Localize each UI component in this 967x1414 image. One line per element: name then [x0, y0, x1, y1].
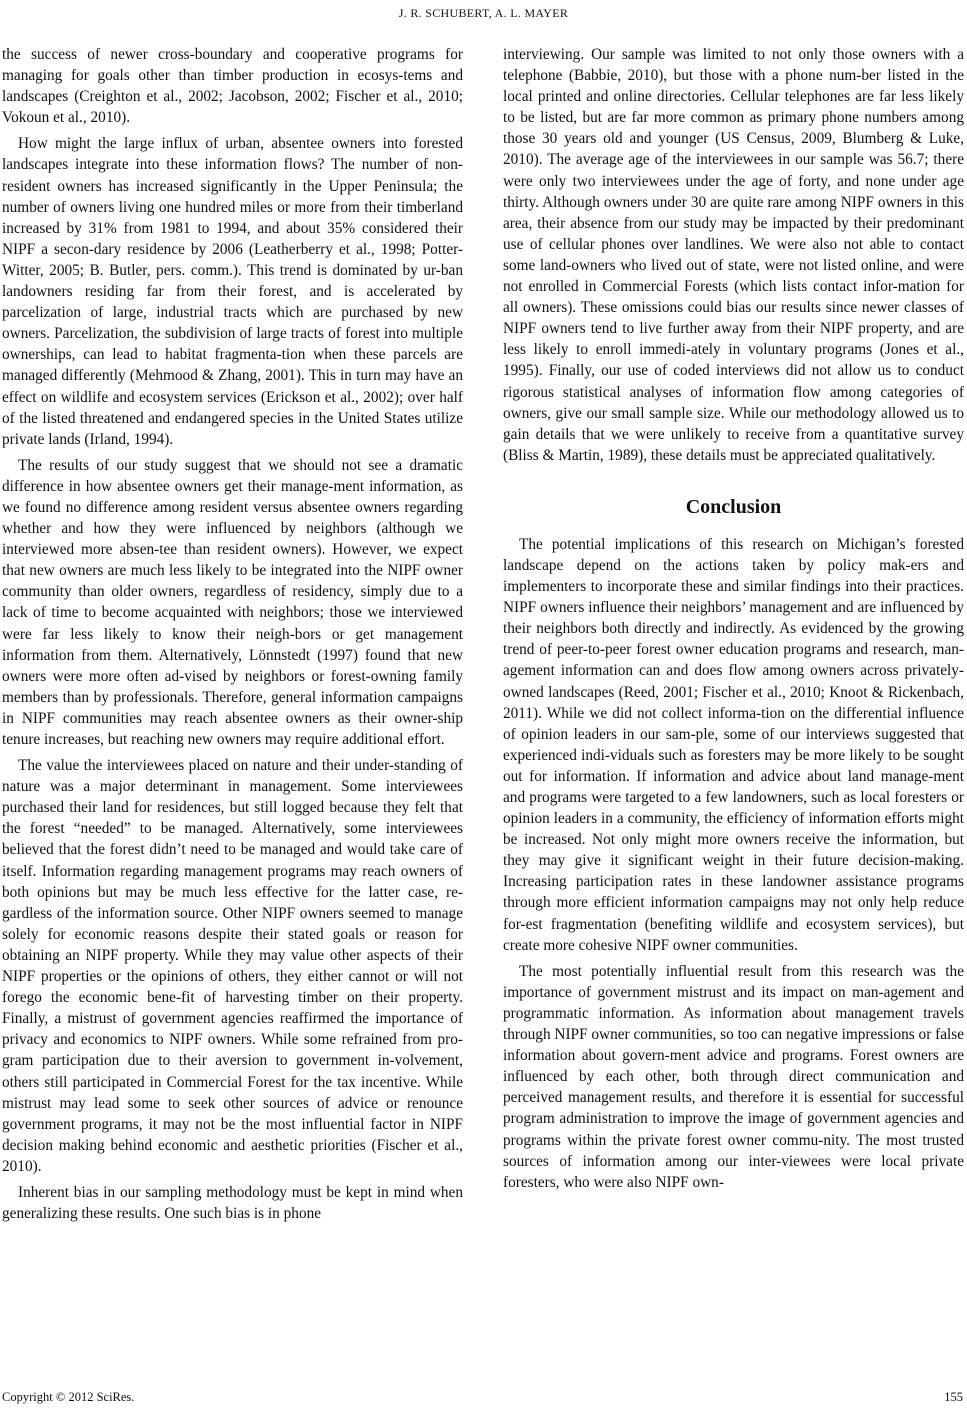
paragraph: Inherent bias in our sampling methodology must be kept in mind when generalizing these results. One such bias is in phone — [2, 1183, 463, 1223]
running-head: J. R. SCHUBERT, A. L. MAYER — [398, 6, 569, 20]
paragraph: interviewing. Our sample was limited to not only those owners with a telephone (Babbie, 2010), but those with a phone num-ber listed in the local printed and online directories. Cellular telephones are far less likely to be listed, but are far more common as primary phone numbers among those 30 years old and younger (US Census, 2009, Blumberg & Luke, 2010). The average age of the interviewees in our sample was 56.7; there were only two interviewees under the age of forty, and none under age thirty. Although owners under 30 are quite rare among NIPF owners in this area, their absence from our study may be impacted by their predominant use of cellular phones over landlines. We were also not able to contact some land-owners who lived out of state, were not listed online, and were not enrolled in Commercial Forests (which lists contact infor-mation for all owners). These omissions could bias our results since newer classes of NIPF owners tend to live further away from their NIPF property, and are less likely to enroll immedi-ately in voluntary programs (Jones et al., 1995). Finally, our use of coded interviews did not allow us to conduct rigorous statistical analyses of information flow among categories of owners, give our small sample size. While our methodology allowed us to gain details that we were unlikely to receive from a quantitative survey (Bliss & Martin, 1989), these details must be appreciated qualitatively. — [503, 46, 964, 464]
paragraph: The value the interviewees placed on nature and their under-standing of nature was a major determinant in management. Some interviewees purchased their land for residences, but still logged because they felt that the forest “needed” to be managed. Alternatively, some interviewees believed that the forest didn’t need to be managed and would take care of itself. Information regarding management programs may reach owners of both opinions but may be much less effective for the latter case, re-gardless of the information source. Other NIPF owners seemed to manage solely for economic reasons despite their stated goals or reason for obtaining an NIPF property. While they may value other aspects of their NIPF properties or the opinions of others, they either cannot or will not forego the economic bene-fit of harvesting timber on their property. Finally, a mistrust of government agencies reaffirmed the importance of privacy and economics to NIPF owners. While some refrained from pro-gram participation due to their aversion to government in-volvement, others still participated in Commercial Forest for the tax incentive. While mistrust may lead some to seek other sources of advice or renounce government programs, it may not be the most influential factor in NIPF decision making behind economic and aesthetic priorities (Fischer et al., 2010). — [2, 757, 463, 1175]
footer-copyright: Copyright © 2012 SciRes. — [2, 1390, 135, 1404]
paragraph: The most potentially influential result from this research was the importance of government mistrust and its impact on man-agement and programmatic information. As information about management travels through NIPF owner communities, so too can negative impressions or false information about govern-ment advice and programs. Forest owners are influenced by each other, both through direct communication and perceived management results, and therefore it is essential for successful program administration to improve the image of government agencies and programs within the private forest owner commu-nity. The most trusted sources of information among our inter-viewees were local private foresters, who were also NIPF own- — [503, 962, 964, 1191]
right-column — [503, 44, 964, 1198]
page-number: 155 — [944, 1390, 963, 1404]
paragraph: The potential implications of this research on Michigan’s forested landscape depend on the actions taken by policy mak-ers and implementers to incorporate these and similar findings into their practices. NIPF owners influence their neighbors’ management and are influenced by their neighbors both directly and indirectly. As evidenced by the growing trend of peer-to-peer forest owner education programs and research, man-agement information can and does flow among owners across privately-owned landscapes (Reed, 2001; Fischer et al., 2010; Knoot & Rickenbach, 2011). While we did not collect informa-tion on the differential influence of opinion leaders in our sam-ple, some of our interviews suggested that experienced indi-viduals such as foresters may be more likely to be sought out for information. If information and advice about land manage-ment and programs were targeted to a few landowners, such as local foresters or opinion leaders in a community, the efficiency of information efforts might be increased. Not only might more owners receive the information, but they may give it significant weight in their future decision-making. Increasing participation rates in these landowner assistance programs through more efficient information campaigns may not only help reduce for-est fragmentation (benefiting wildlife and ecosystem services), but create more cohesive NIPF owner communities. — [503, 535, 964, 954]
paragraph: How might the large influx of urban, absentee owners into forested landscapes integrate into these information flows? The number of non-resident owners has increased significantly in the Upper Peninsula; the number of owners living one hundred miles or more from their timberland increased by 31% from 1981 to 1994, and about 35% considered their NIPF a secon-dary residence by 2006 (Leatherberry et al., 1998; Potter-Witter, 2005; B. Butler, pers. comm.). This trend is dominated by ur-ban landowners residing far from their forest, and is accelerated by parcelization of large, industrial tracts which are purchased by new owners. Parcelization, the subdivision of large tracts of forest into multiple ownerships, can lead to habitat fragmenta-tion when these parcels are managed differently (Mehmood & Zhang, 2001). This in turn may have an effect on wildlife and ecosystem services (Erickson et al., 2002); over half of the listed threatened and endangered species in the United States utilize private lands (Irland, 1994). — [2, 135, 463, 448]
paragraph: The results of our study suggest that we should not see a dramatic difference in how absentee owners get their manage-ment information, as we found no difference among resident versus absentee owners regarding whether and how they were influenced by neighbors (although we interviewed more absen-tee than resident owners). However, we expect that new owners are much less likely to be integrated into the NIPF owner community than older owners, regardless of residency, simply due to a lack of time to become acquainted with neighbors; those we interviewed were far less likely to know their neigh-bors or get management information from them. Alternatively, Lönnstedt (1997) found that new owners were more often ad-vised by neighbors or forest-owning family members than by professionals. Therefore, general information campaigns in NIPF communities may reach absentee owners as their owner-ship tenure increases, but reaching new owners may require additional effort. — [2, 456, 463, 748]
left-column — [2, 44, 463, 1229]
section-heading-conclusion: Conclusion — [685, 495, 782, 518]
paragraph: the success of newer cross-boundary and cooperative programs for managing for goals other than timber production in ecosys-tems and landscapes (Creighton et al., 2002; Jacobson, 2002; Fischer et al., 2010; Vokoun et al., 2010). — [2, 46, 463, 127]
